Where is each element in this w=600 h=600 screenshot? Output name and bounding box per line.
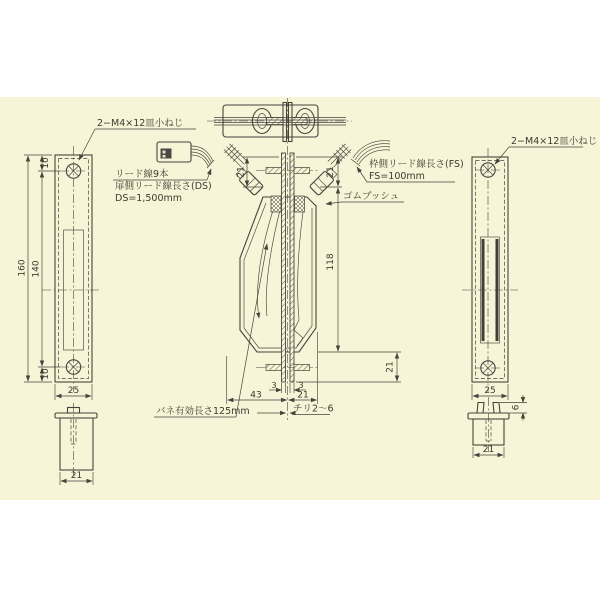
svg-text:25: 25 <box>67 386 80 396</box>
svg-text:扉側リード線長さ(DS): 扉側リード線長さ(DS) <box>115 181 212 192</box>
svg-text:FS=100mm: FS=100mm <box>369 171 425 182</box>
svg-text:21: 21 <box>482 445 495 455</box>
section-frame-plate <box>290 153 294 382</box>
svg-text:10: 10 <box>41 157 51 169</box>
section-screw-top-right <box>294 168 310 174</box>
svg-text:2−M4×12皿小ねじ: 2−M4×12皿小ねじ <box>511 136 598 147</box>
svg-text:2−M4×12皿小ねじ: 2−M4×12皿小ねじ <box>97 118 184 129</box>
svg-text:25: 25 <box>484 386 496 396</box>
svg-text:チリ2〜6: チリ2〜6 <box>293 403 334 415</box>
section-screw-top-left <box>266 168 282 174</box>
svg-text:枠側リード線長さ(FS): 枠側リード線長さ(FS) <box>369 159 464 170</box>
dim-10-top <box>41 156 51 170</box>
svg-text:リード線9本: リード線9本 <box>115 169 169 180</box>
svg-text:21: 21 <box>236 166 247 178</box>
svg-text:160: 160 <box>17 259 28 277</box>
slot-rail-right <box>496 239 499 341</box>
paper-background <box>0 97 600 500</box>
svg-text:21: 21 <box>70 471 83 481</box>
svg-text:ゴムブッシュ: ゴムブッシュ <box>343 191 400 202</box>
svg-text:3: 3 <box>271 381 277 390</box>
svg-text:21: 21 <box>326 166 336 178</box>
svg-text:6: 6 <box>511 404 522 411</box>
svg-text:43: 43 <box>250 390 262 401</box>
svg-text:21: 21 <box>297 390 309 401</box>
plan-screw-right <box>292 118 307 125</box>
connector-pin-block <box>161 149 172 159</box>
svg-text:140: 140 <box>31 260 42 278</box>
plan-screw-left <box>267 118 284 125</box>
svg-text:10: 10 <box>41 368 51 380</box>
svg-text:バネ有効長さ125mm: バネ有効長さ125mm <box>156 406 250 417</box>
section-door-plate <box>282 153 286 382</box>
section-screw-bottom-right <box>294 365 310 371</box>
svg-text:3: 3 <box>298 381 304 390</box>
section-screw-bottom-left <box>266 365 282 371</box>
dim-10-bottom <box>41 368 51 381</box>
mount-block-left <box>271 196 281 212</box>
svg-text:DS=1,500mm: DS=1,500mm <box>115 193 183 204</box>
svg-text:118: 118 <box>326 253 336 271</box>
slot-rail-left <box>482 239 485 341</box>
mount-block-right <box>295 196 305 212</box>
svg-text:21: 21 <box>385 361 396 373</box>
